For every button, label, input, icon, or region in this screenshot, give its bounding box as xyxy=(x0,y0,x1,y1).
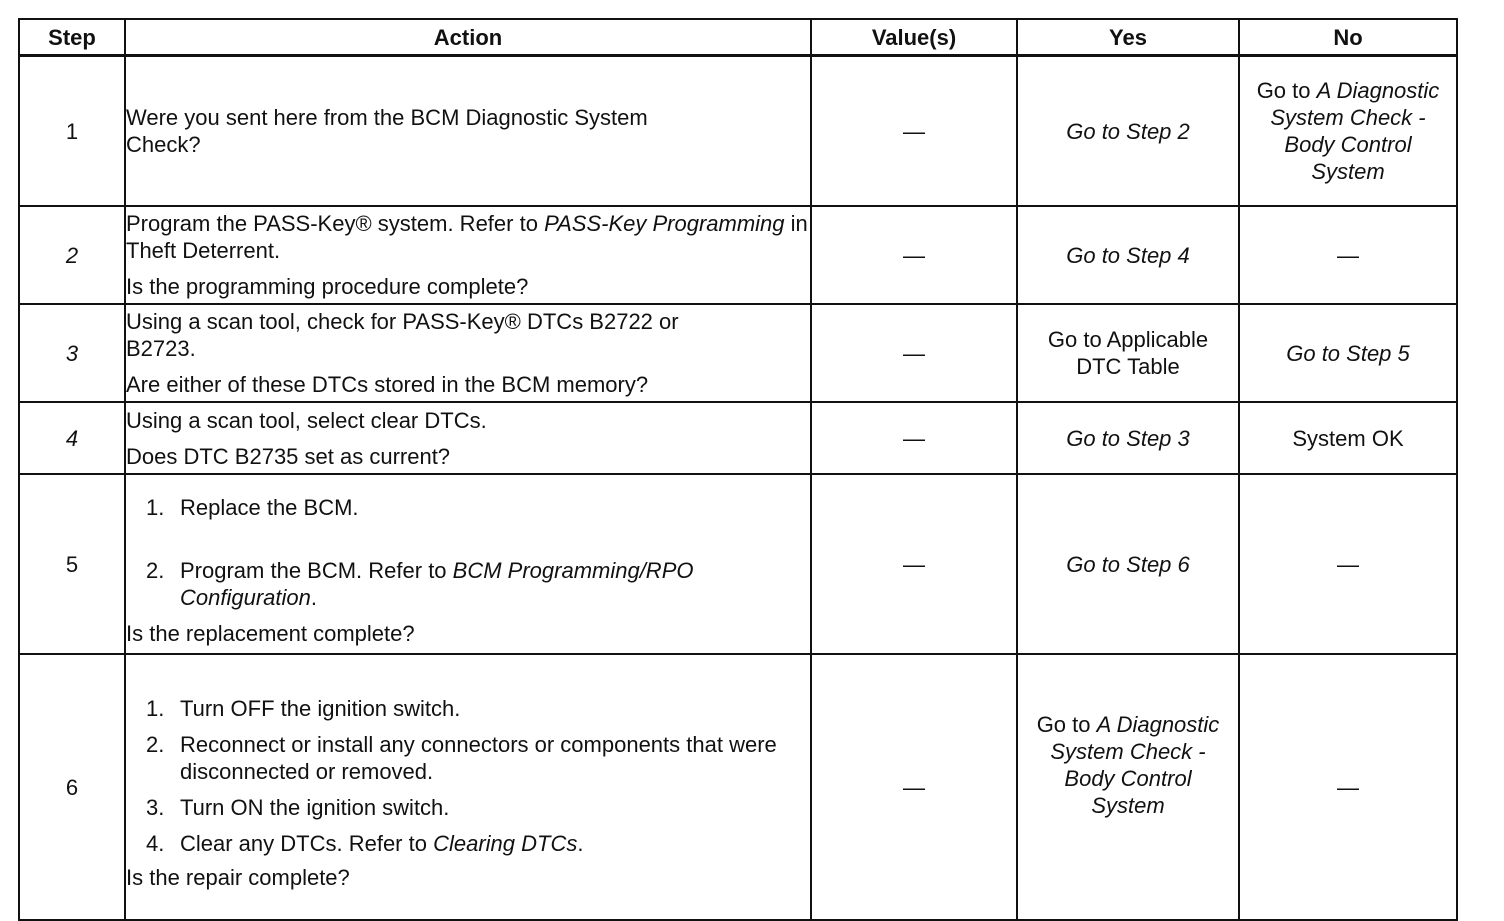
action-text: Using a scan tool, select clear DTCs. xyxy=(126,407,487,433)
list-item-text: Replace the BCM. xyxy=(180,494,359,520)
value-cell: — xyxy=(811,56,1017,207)
yes-link[interactable]: Go to Step 6 xyxy=(1066,551,1190,577)
action-steps-list xyxy=(126,695,810,857)
action-text: Were you sent here from the BCM Diagnostic System Check? xyxy=(126,105,648,157)
list-item xyxy=(146,731,810,785)
no-prefix: Go to xyxy=(1256,78,1317,103)
action-question: Is the repair complete? xyxy=(126,865,350,890)
list-item-text: Turn OFF the ignition switch. xyxy=(180,696,461,721)
diagnostic-table xyxy=(18,18,1458,921)
list-item xyxy=(146,830,810,857)
no-link[interactable]: Go to Step 5 xyxy=(1286,340,1410,366)
step-number: 1 xyxy=(19,56,125,207)
step-number xyxy=(19,304,125,402)
action-text: Using a scan tool, check for PASS-Key® DTCs B2722 or B2723. xyxy=(126,309,679,361)
list-item-text: Turn ON the ignition switch. xyxy=(180,795,450,820)
action-question: Are either of these DTCs stored in the BCM memory? xyxy=(126,372,649,397)
step-number: 6 xyxy=(19,654,125,920)
list-item-number: 4. xyxy=(146,831,165,856)
list-item xyxy=(146,557,810,611)
action-cell xyxy=(125,56,811,207)
header-action: Action xyxy=(125,19,811,56)
value-cell: — xyxy=(811,402,1017,474)
list-item xyxy=(146,494,810,521)
list-item xyxy=(146,695,810,722)
table-row xyxy=(19,654,1457,920)
action-text xyxy=(126,210,810,264)
list-item-text-part: . xyxy=(310,584,317,610)
value-cell: — xyxy=(811,654,1017,920)
action-cell xyxy=(125,474,811,654)
list-item-text xyxy=(180,830,810,857)
yes-cell xyxy=(1017,402,1239,474)
step-number: 5 xyxy=(19,474,125,654)
header-yes: Yes xyxy=(1017,19,1239,56)
action-question: Is the replacement complete? xyxy=(126,620,415,646)
list-item-reference-link[interactable]: Clearing DTCs xyxy=(433,831,578,856)
list-item-text-part: Program the BCM. Refer to xyxy=(180,557,453,583)
action-cell xyxy=(125,304,811,402)
yes-link[interactable]: Go to Step 2 xyxy=(1066,118,1190,144)
action-text-part: Program the PASS-Key® system. Refer to xyxy=(126,211,545,236)
list-item-text: Reconnect or install any connectors or components that were disconnected or removed. xyxy=(180,732,777,784)
list-item-text-part: . xyxy=(577,831,584,856)
yes-prefix: Go to xyxy=(1036,712,1097,737)
list-item-text xyxy=(180,557,810,611)
table-row xyxy=(19,474,1457,654)
header-step: Step xyxy=(19,19,125,56)
header-row xyxy=(19,19,1457,56)
action-text-part: in Theft Deterrent. xyxy=(126,211,808,263)
no-cell: — xyxy=(1239,474,1457,654)
table-row xyxy=(19,56,1457,207)
step-number-text: 4 xyxy=(65,425,79,451)
table-row xyxy=(19,304,1457,402)
no-cell xyxy=(1239,402,1457,474)
list-item xyxy=(146,794,810,821)
yes-cell xyxy=(1017,56,1239,207)
no-cell: — xyxy=(1239,654,1457,920)
yes-cell xyxy=(1017,304,1239,402)
step-number-text: 3 xyxy=(65,340,79,366)
list-item-text-part: Clear any DTCs. Refer to xyxy=(180,831,434,856)
no-cell: — xyxy=(1239,206,1457,304)
action-question: Is the programming procedure complete? xyxy=(126,274,529,299)
yes-link[interactable]: Go to Step 4 xyxy=(1066,242,1190,268)
action-question: Does DTC B2735 set as current? xyxy=(126,443,451,469)
list-item-number: 2. xyxy=(146,557,165,583)
yes-cell xyxy=(1017,474,1239,654)
no-link[interactable]: A Diagnostic System Check - Body Control System xyxy=(1270,78,1440,184)
yes-link[interactable]: Go to Step 3 xyxy=(1066,425,1190,451)
step-number xyxy=(19,206,125,304)
list-item-number: 1. xyxy=(146,696,165,721)
action-cell xyxy=(125,402,811,474)
step-number xyxy=(19,402,125,474)
list-item-number: 1. xyxy=(146,494,165,520)
yes-cell xyxy=(1017,206,1239,304)
yes-link[interactable]: A Diagnostic System Check - Body Control System xyxy=(1050,712,1220,818)
header-no: No xyxy=(1239,19,1457,56)
table-row xyxy=(19,402,1457,474)
diagnostic-table-container xyxy=(18,18,1458,921)
value-cell: — xyxy=(811,206,1017,304)
step-number-text: 2 xyxy=(65,242,79,268)
yes-text[interactable]: Go to Applicable DTC Table xyxy=(1047,327,1209,379)
no-cell xyxy=(1239,304,1457,402)
yes-cell xyxy=(1017,654,1239,920)
list-item-number: 3. xyxy=(146,795,165,820)
table-row xyxy=(19,206,1457,304)
action-reference-link[interactable]: PASS-Key Programming xyxy=(544,211,785,236)
list-item-reference-link[interactable]: BCM Programming/RPO Configuration xyxy=(180,557,694,610)
no-text: System OK xyxy=(1292,425,1404,451)
list-item-number: 2. xyxy=(146,732,165,757)
no-cell xyxy=(1239,56,1457,207)
value-cell: — xyxy=(811,304,1017,402)
action-cell xyxy=(125,206,811,304)
value-cell: — xyxy=(811,474,1017,654)
action-steps-list xyxy=(126,494,810,611)
header-values: Value(s) xyxy=(811,19,1017,56)
action-cell xyxy=(125,654,811,920)
